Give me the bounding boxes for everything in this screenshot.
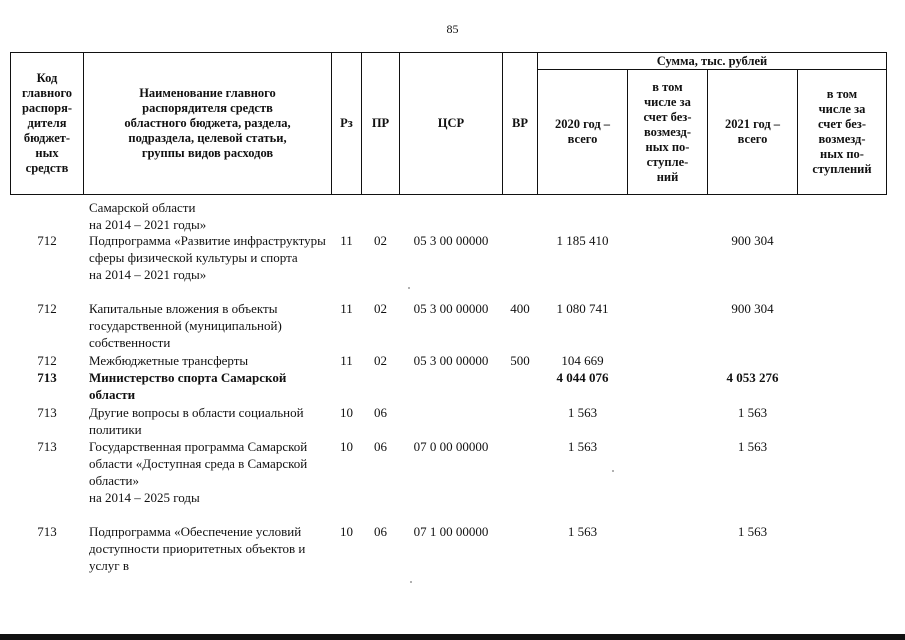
row-rz: 10 — [340, 524, 353, 539]
header-code: Код главного распоря- дителя бюджет- ных средств — [21, 71, 73, 175]
page-number: 85 — [446, 22, 459, 36]
row-name: Капитальные вложения в объекты государственной (муниципальной) собственности — [89, 301, 282, 350]
row-v2020: 104 669 — [561, 353, 604, 368]
row-name: Государственная программа Самарской области «Доступная среда в Самарской области» на 2014 – 2025 годы — [89, 439, 308, 505]
row-v2021: 1 563 — [737, 524, 768, 539]
scan-speck — [612, 470, 614, 472]
header-csr: ЦСР — [437, 116, 465, 130]
row-pr: 02 — [374, 233, 387, 248]
row-rz: 11 — [340, 233, 353, 248]
row-csr: 07 1 00 00000 — [413, 524, 489, 539]
row-pr: 06 — [374, 524, 387, 539]
header-vr: ВР — [512, 116, 528, 130]
row-name: Подпрограмма «Развитие инфраструктуры сферы физической культуры и спорта на 2014 – 2021 годы» — [89, 233, 326, 282]
row-v2020: 4 044 076 — [556, 370, 609, 385]
row-v2020: 1 563 — [567, 405, 598, 420]
row-code: 713 — [37, 405, 57, 420]
row-v2020: 1 563 — [567, 439, 598, 454]
row-rz: 11 — [340, 353, 353, 368]
row-code: 712 — [37, 233, 57, 248]
scan-speck — [408, 287, 410, 289]
row-name: Министерство спорта Самарской области — [89, 370, 287, 402]
scan-speck — [410, 581, 412, 583]
header-2020-grants: в том числе за счет без- возмезд- ных по- ступле- ний — [643, 79, 692, 184]
row-v2021: 900 304 — [731, 301, 774, 316]
row-v2021: 4 053 276 — [726, 370, 779, 385]
row-v2020: 1 080 741 — [556, 301, 609, 316]
row-rz: 10 — [340, 439, 353, 454]
header-rz: Рз — [340, 116, 353, 130]
header-bottom-border — [10, 194, 887, 195]
row-vr: 500 — [510, 353, 530, 368]
row-csr: 05 3 00 00000 — [413, 233, 489, 248]
row-rz: 10 — [340, 405, 353, 420]
row-code: 713 — [37, 439, 57, 454]
scan-bottom-edge — [0, 634, 905, 640]
row-code: 712 — [37, 301, 57, 316]
row-v2021: 900 304 — [731, 233, 774, 248]
header-pr: ПР — [371, 116, 390, 130]
row-csr: 05 3 00 00000 — [413, 301, 489, 316]
row-name: Межбюджетные трансферты — [89, 353, 249, 368]
row-vr: 400 — [510, 301, 530, 316]
header-name: Наименование главного распорядителя средств областного бюджета, раздела, подраздела, целевой статьи, группы видов расходов — [124, 86, 291, 160]
row-v2021: 1 563 — [737, 439, 768, 454]
row-pr: 02 — [374, 301, 387, 316]
row-name: Другие вопросы в области социальной политики — [89, 405, 304, 437]
row-v2021: 1 563 — [737, 405, 768, 420]
row-v2020: 1 563 — [567, 524, 598, 539]
row-code: 713 — [37, 370, 57, 385]
row-code: 713 — [37, 524, 57, 539]
col-border-10 — [886, 52, 887, 195]
row-pr: 02 — [374, 353, 387, 368]
row-csr: 05 3 00 00000 — [413, 353, 489, 368]
header-sum-title: Сумма, тыс. рублей — [656, 53, 768, 68]
row-csr: 07 0 00 00000 — [413, 439, 489, 454]
row-code: 712 — [37, 353, 57, 368]
row-pr: 06 — [374, 439, 387, 454]
header-2021-grants: в том числе за счет без- возмезд- ных по- ступлений — [812, 87, 872, 176]
row-name: Самарской области на 2014 – 2021 годы» — [89, 200, 207, 232]
row-rz: 11 — [340, 301, 353, 316]
row-pr: 06 — [374, 405, 387, 420]
header-2020-total: 2020 год – всего — [554, 117, 611, 146]
row-name: Подпрограмма «Обеспечение условий доступности приоритетных объектов и услуг в — [89, 524, 306, 573]
row-v2020: 1 185 410 — [556, 233, 609, 248]
header-2021-total: 2021 год – всего — [724, 117, 781, 146]
